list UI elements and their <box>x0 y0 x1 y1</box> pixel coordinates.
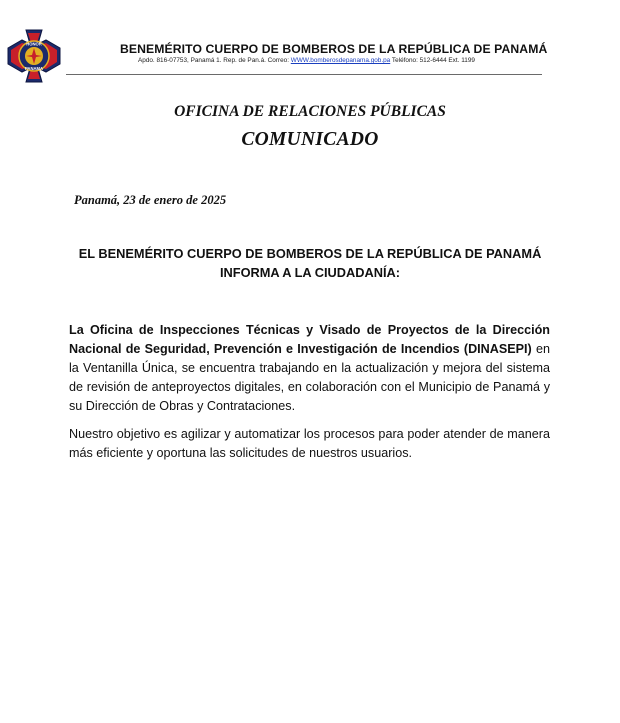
website-link[interactable]: WWW.bomberosdepanama.gob.pa <box>290 57 391 64</box>
contact-prefix: Apdo. 816-07753, Panamá 1. Rep. de Pan.á. Correo: <box>138 57 291 64</box>
logo-text-bottom: PANAMA <box>24 66 44 71</box>
contact-suffix: Teléfono: 512-6444 Ext. 1199 <box>390 57 475 64</box>
maltese-cross-icon <box>6 28 62 84</box>
contact-info <box>138 57 475 64</box>
document-date: Panamá, 23 de enero de 2025 <box>74 193 227 207</box>
fire-department-emblem-icon <box>6 28 62 84</box>
headline-line-2: INFORMA A LA CIUDADANÍA: <box>219 265 401 280</box>
body-text <box>69 321 550 463</box>
headline <box>60 244 560 282</box>
office-title: OFICINA DE RELACIONES PÚBLICAS <box>174 103 446 120</box>
paragraph-1-bold: La Oficina de Inspecciones Técnicas y Visado de Proyectos de la Dirección Nacional de Seguridad, Prevención e Investigación de Incendios (DINASEPI) <box>69 323 550 356</box>
logo-text-top: HONOR <box>26 41 42 47</box>
paragraph-1 <box>69 321 550 416</box>
paragraph-2: Nuestro objetivo es agilizar y automatizar los procesos para poder atender de manera más eficiente y oportuna las solicitudes de nuestros usuarios. <box>69 427 550 460</box>
organization-name: BENEMÉRITO CUERPO DE BOMBEROS DE LA REPÚBLICA DE PANAMÁ <box>120 42 548 56</box>
headline-line-1: EL BENEMÉRITO CUERPO DE BOMBEROS DE LA REPÚBLICA DE PANAMÁ <box>78 246 542 261</box>
document-type-title: COMUNICADO <box>241 129 379 150</box>
paragraph-1-rest: en la Ventanilla Única, se encuentra trabajando en la actualización y mejora del sistema de revisión de anteproyectos digitales, en colaboración con el Municipio de Panamá y su Dirección de Obras y Contrataciones. <box>69 342 550 413</box>
header-divider <box>66 74 542 75</box>
